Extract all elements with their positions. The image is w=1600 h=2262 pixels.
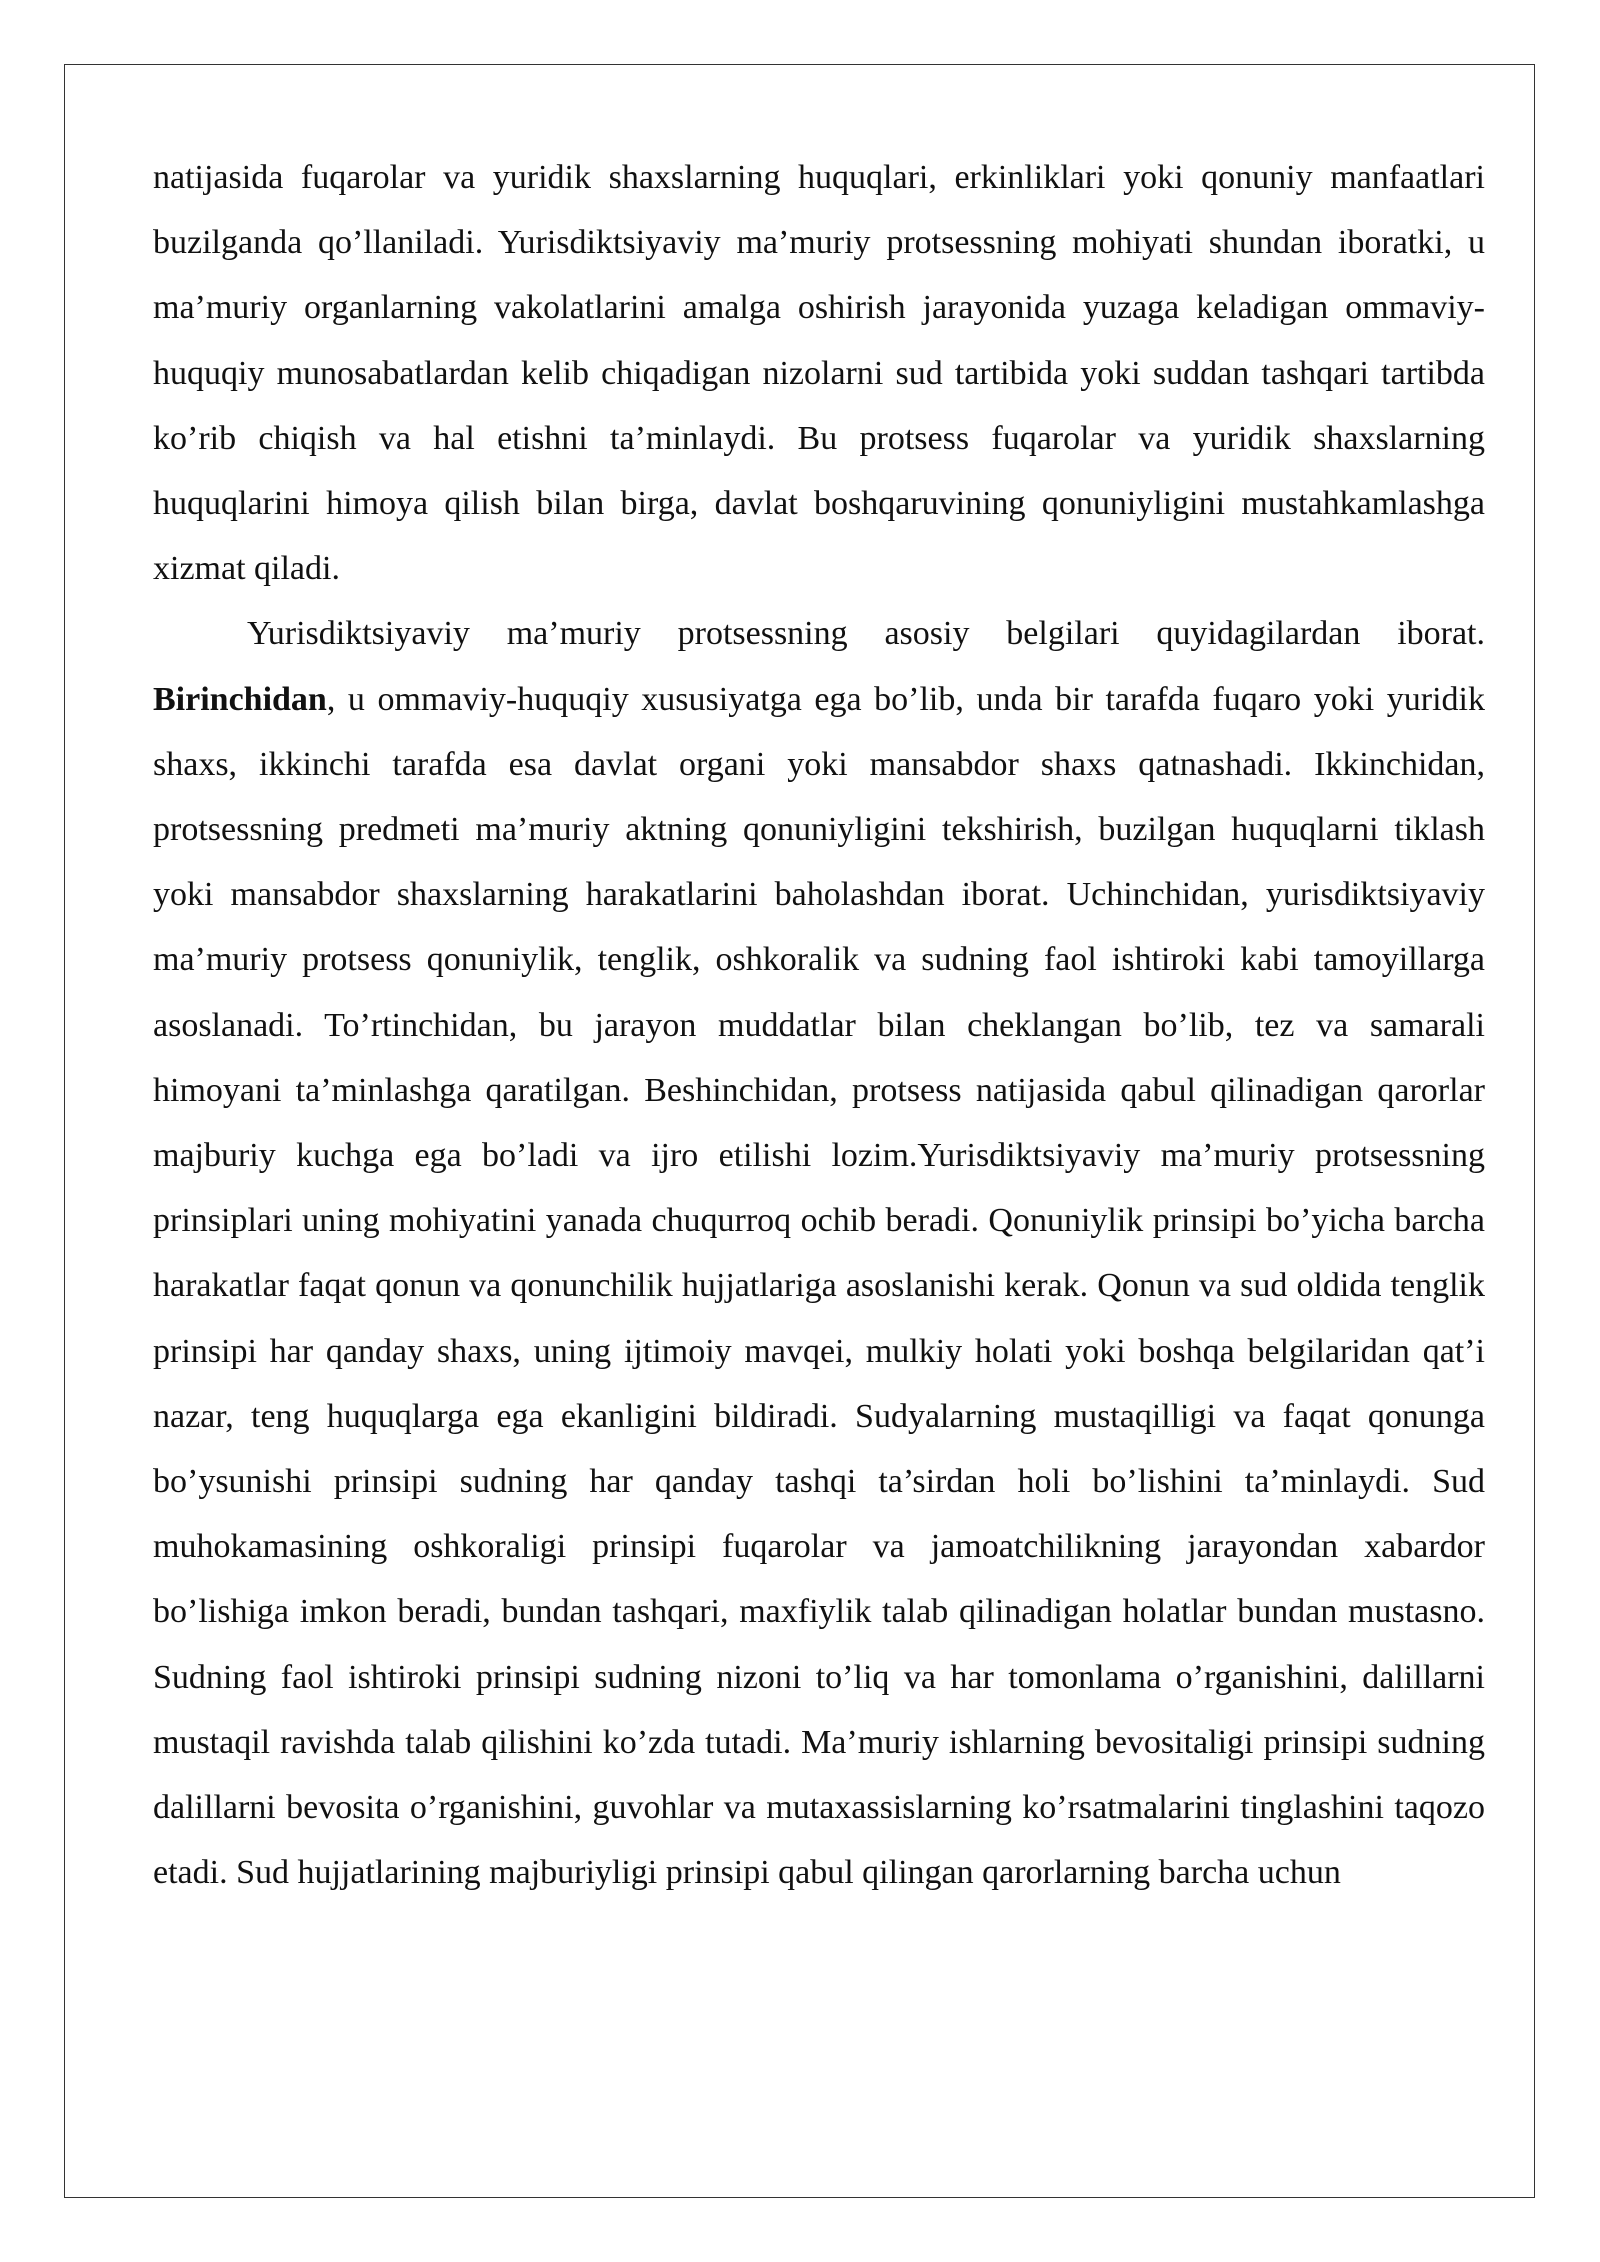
paragraph-rest: , u ommaviy-huquqiy xususiyatga ega bo’lib, unda bir tarafda fuqaro yoki yuridik shaxs, ikkinchi tarafda esa davlat organi yoki mansabdor shaxs qatnashadi. Ikkinchidan, protsessning predmeti ma’muriy aktning qonuniyligini tekshirish, buzilgan huquqlarni tiklash yoki mansabdor shaxslarning harakatlarini baholashdan iborat. Uchinchidan, yurisdiktsiyaviy ma’muriy protsess qonuniylik, tenglik, oshkoralik va sudning faol ishtiroki kabi tamoyillarga asoslanadi. To’rtinchidan, bu jarayon muddatlar bilan cheklangan bo’lib, tez va samarali himoyani ta’minlashga qaratilgan. Beshinchidan, protsess natijasida qabul qilinadigan qarorlar majburiy kuchga ega bo’ladi va ijro etilishi lozim.Yurisdiktsiyaviy ma’muriy protsessning prinsiplari uning mohiyatini yanada chuqurroq ochib beradi. Qonuniylik prinsipi bo’yicha barcha harakatlar faqat qonun va qonunchilik hujjatlariga asoslanishi kerak. Qonun va sud oldida tenglik prinsipi har qanday shaxs, uning ijtimoiy mavqei, mulkiy holati yoki boshqa belgilaridan qat’i nazar, teng huquqlarga ega ekanligini bildiradi. Sudyalarning mustaqilligi va faqat qonunga bo’ysunishi prinsipi sudning har qanday tashqi ta’sirdan holi bo’lishini ta’minlaydi. Sud muhokamasining oshkoraligi prinsipi fuqarolar va jamoatchilikning jarayondan xabardor bo’lishiga imkon beradi, bundan tashqari, maxfiylik talab qilinadigan holatlar bundan mustasno. Sudning faol ishtiroki prinsipi sudning nizoni to’liq va har tomonlama o’rganishini, dalillarni mustaqil ravishda talab qilishini ko’zda tutadi. Ma’muriy ishlarning bevositaligi prinsipi sudning dalillarni bevosita o’rganishini, guvohlar va mutaxassislarning ko’rsatmalarini tinglashini taqozo etadi. Sud hujjatlarining majburiyligi prinsipi qabul qilingan qarorlarning barcha uchun [153,680,1485,1892]
paragraph-intro: Yurisdiktsiyaviy ma’muriy protsessning asosiy belgilari quyidagilardan iborat. [247,615,1485,653]
paragraph-continuation: natijasida fuqarolar va yuridik shaxslarning huquqlari, erkinliklari yoki qonuniy manfaatlari buzilganda qo’llaniladi. Yurisdiktsiyaviy ma’muriy protsessning mohiyati shundan iboratki, u ma’muriy organlarning vakolatlarini amalga oshirish jarayonida yuzaga keladigan ommaviy-huquqiy munosabatlardan kelib chiqadigan nizolarni sud tartibida yoki suddan tashqari tartibda ko’rib chiqish va hal etishni ta’minlaydi. Bu protsess fuqarolar va yuridik shaxslarning huquqlarini himoya qilish bilan birga, davlat boshqaruvining qonuniyligini mustahkamlashga xizmat qiladi. [153,159,1485,588]
bold-term: Birinchidan [153,680,327,718]
paragraph-main [153,601,1485,1905]
document-body [153,145,1485,1905]
